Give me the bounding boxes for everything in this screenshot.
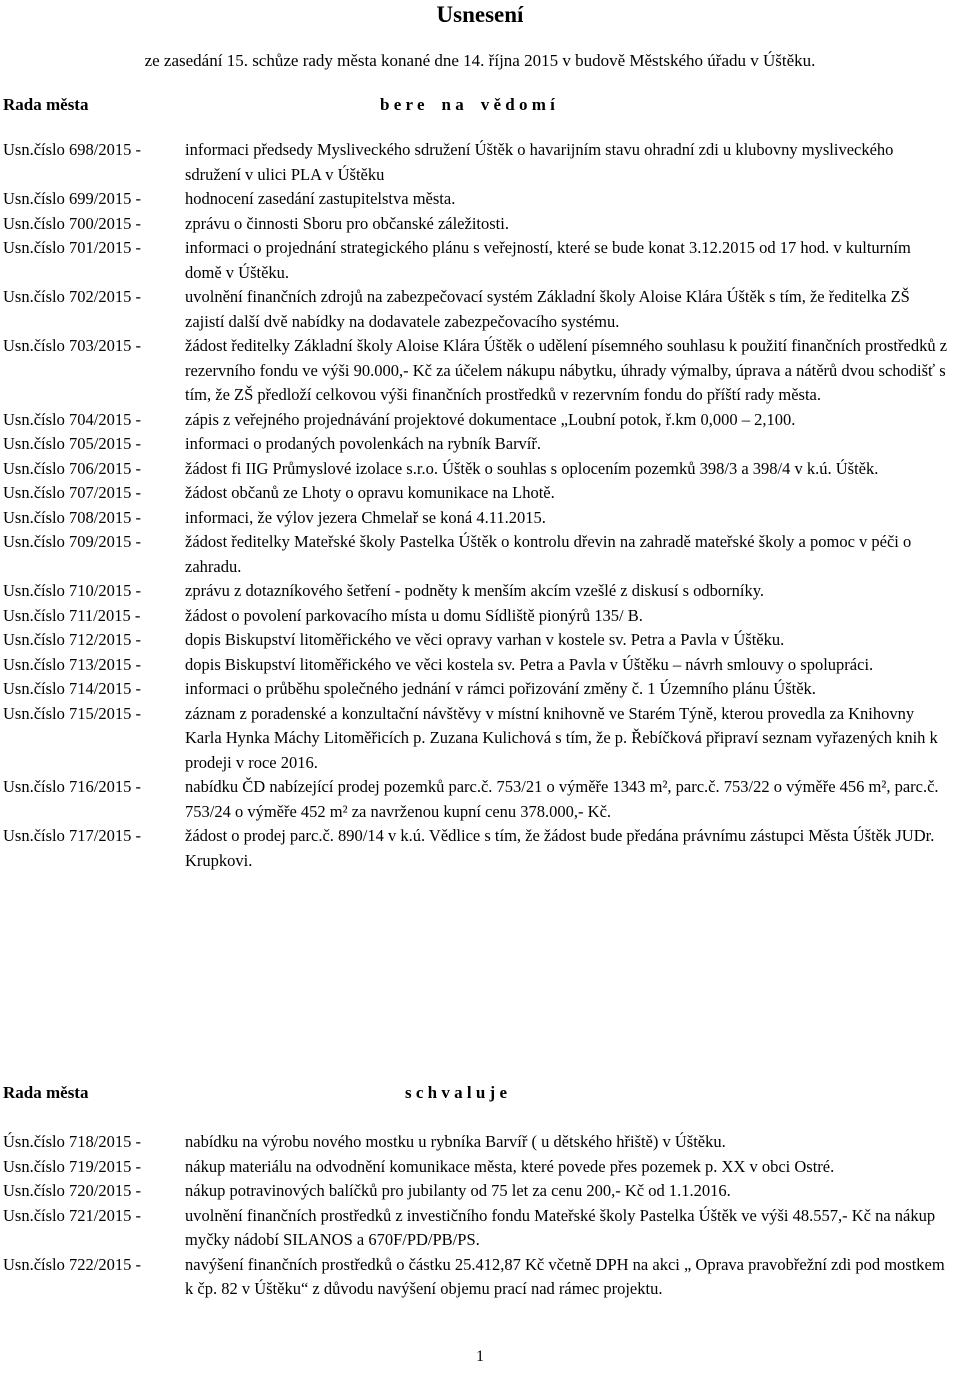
resolution-text: navýšení finančních prostředků o částku 25.412,87 Kč včetně DPH na akci „ Oprava pravobřežní zdi pod mostkem k čp. 82 v Úštěku“ z důvodu navýšení objemu prací nad rámec projektu.	[185, 1254, 945, 1298]
resolution-text: uvolnění finančních prostředků z investičního fondu Mateřské školy Pastelka Úštěk ve výši 48.557,- Kč na nákup myčky nádobí SILANOS a 670F/PD/PB/PS.	[185, 1205, 936, 1249]
resolution-item	[3, 334, 948, 408]
resolution-text: dopis Biskupství litoměřického ve věci opravy varhan v kostele sv. Petra a Pavla v Úštěku.	[185, 630, 785, 649]
approved-items-list	[3, 1130, 948, 1302]
resolution-text: nákup materiálu na odvodnění komunikace města, které povede přes pozemek p. XX v obci Ostré.	[185, 1156, 835, 1176]
resolution-item	[3, 212, 948, 237]
resolution-number: Usn.číslo 708/2015 -	[3, 507, 141, 527]
resolution-text: dopis Biskupství litoměřického ve věci kostela sv. Petra a Pavla v Úštěku – návrh smlouvy o spolupráci.	[185, 654, 874, 674]
resolution-text: informaci, že výlov jezera Chmelař se koná 4.11.2015.	[185, 507, 546, 527]
resolution-number: Usn.číslo 715/2015 -	[3, 703, 141, 723]
resolution-text: žádost ředitelky Mateřské školy Pastelka Úštěk o kontrolu dřevin na zahradě mateřské školy a pomoc v péči o zahradu.	[185, 532, 912, 576]
resolution-item	[3, 677, 948, 702]
resolution-number: Usn.číslo 713/2015 -	[3, 654, 141, 674]
resolution-item	[3, 653, 948, 678]
resolution-number: Usn.číslo 703/2015 -	[3, 336, 141, 355]
resolution-item	[3, 1155, 948, 1180]
resolution-text: informaci o průběhu společného jednání v rámci pořizování změny č. 1 Územního plánu Úštěk.	[185, 679, 816, 698]
resolution-number: Usn.číslo 722/2015 -	[3, 1254, 141, 1274]
resolution-number: Usn.číslo 709/2015 -	[3, 532, 141, 551]
resolution-item	[3, 457, 948, 482]
page-number: 1	[476, 1348, 484, 1365]
resolution-item	[3, 824, 948, 873]
document-title: Usnesení	[436, 2, 524, 27]
resolution-text: informaci o prodaných povolenkách na rybník Barvíř.	[185, 434, 542, 453]
resolution-text: žádost občanů ze Lhoty o opravu komunikace na Lhotě.	[185, 483, 555, 502]
resolution-number: Usn.číslo 706/2015 -	[3, 458, 141, 478]
resolution-number: Usn.číslo 699/2015 -	[3, 189, 141, 208]
resolution-item	[3, 530, 948, 579]
resolution-text: žádost fi IIG Průmyslové izolace s.r.o. Úštěk o souhlas s oplocením pozemků 398/3 a 398/4 v k.ú. Úštěk.	[185, 458, 879, 478]
resolution-number: Usn.číslo 712/2015 -	[3, 630, 141, 649]
resolution-item	[3, 506, 948, 531]
resolution-number: Usn.číslo 701/2015 -	[3, 238, 141, 257]
resolution-item	[3, 1130, 948, 1155]
resolution-number: Usn.číslo 702/2015 -	[3, 287, 141, 306]
resolution-item	[3, 1179, 948, 1204]
resolution-item	[3, 138, 948, 187]
resolution-number: Usn.číslo 716/2015 -	[3, 777, 141, 796]
resolution-number: Úsn.číslo 718/2015 -	[3, 1132, 141, 1151]
resolution-number: Usn.číslo 721/2015 -	[3, 1205, 141, 1225]
resolution-text: nákup potravinových balíčků pro jubilanty od 75 let za cenu 200,- Kč od 1.1.2016.	[185, 1181, 731, 1200]
resolution-text: nabídku ČD nabízející prodej pozemků parc.č. 753/21 o výměře 1343 m², parc.č. 753/22 o výměře 456 m², parc.č. 753/24 o výměře 452 m² za navrženou kupní cenu 378.000,- Kč.	[185, 777, 939, 821]
resolution-item	[3, 775, 948, 824]
resolution-text: informaci předsedy Mysliveckého sdružení Úštěk o havarijním stavu ohradní zdi u klubovny mysliveckého sdružení v ulici PLA v Úštěku	[185, 140, 894, 184]
resolution-number: Usn.číslo 704/2015 -	[3, 409, 141, 429]
resolution-number: Usn.číslo 711/2015 -	[3, 605, 141, 625]
resolution-number: Usn.číslo 714/2015 -	[3, 679, 141, 698]
resolution-text: hodnocení zasedání zastupitelstva města.	[185, 189, 456, 208]
resolution-item	[3, 187, 948, 212]
resolution-number: Usn.číslo 707/2015 -	[3, 483, 141, 502]
resolution-item	[3, 236, 948, 285]
resolution-number: Usn.číslo 705/2015 -	[3, 434, 141, 453]
resolution-number: Usn.číslo 710/2015 -	[3, 581, 141, 600]
resolution-item	[3, 285, 948, 334]
resolution-text: žádost ředitelky Základní školy Aloise Klára Úštěk o udělení písemného souhlasu k použití finančních prostředků z rezervního fondu ve výši 90.000,- Kč za účelem nákupu nábytku, úhrady výmalby, úprava a nátěrů dvou schodišť s tím, že ZŠ předloží celkovou výši finančních prostředků v rezervním fondu do příští rady města.	[185, 336, 948, 404]
resolution-item	[3, 1204, 948, 1253]
resolution-item	[3, 628, 948, 653]
resolution-item	[3, 702, 948, 776]
resolution-text: nabídku na výrobu nového mostku u rybníka Barvíř ( u dětského hřiště) v Úštěku.	[185, 1132, 726, 1151]
resolution-number: Usn.číslo 700/2015 -	[3, 213, 141, 233]
resolution-number: Usn.číslo 719/2015 -	[3, 1156, 141, 1176]
resolution-number: Usn.číslo 717/2015 -	[3, 826, 141, 845]
noted-items-list	[3, 138, 948, 873]
resolution-item	[3, 481, 948, 506]
section-verb: b e r e n a v ě d o m í	[380, 95, 555, 114]
section-verb: s c h v a l u j e	[405, 1083, 507, 1102]
resolution-number: Usn.číslo 698/2015 -	[3, 140, 141, 159]
section-label: Rada města	[3, 1083, 89, 1102]
document-subtitle: ze zasedání 15. schůze rady města konané dne 14. října 2015 v budově Městského úřadu v Úštěku.	[144, 51, 816, 70]
resolution-text: zprávu o činnosti Sboru pro občanské záležitosti.	[185, 213, 509, 233]
resolution-item	[3, 432, 948, 457]
resolution-text: záznam z poradenské a konzultační návštěvy v místní knihovně ve Starém Týně, kterou provedla za Knihovny Karla Hynka Máchy Litoměřicích p. Zuzana Kulichová s tím, že p. Řebíčková připraví seznam vyřazených knih k prodeji v roce 2016.	[185, 703, 938, 772]
resolution-text: zprávu z dotazníkového šetření - podněty k menším akcím vzešlé z diskusí s odborníky.	[185, 581, 765, 600]
resolution-text: žádost o prodej parc.č. 890/14 v k.ú. Vědlice s tím, že žádost bude předána právnímu zástupci Města Úštěk JUDr. Krupkovi.	[185, 826, 935, 870]
resolution-item	[3, 408, 948, 433]
resolution-text: uvolnění finančních zdrojů na zabezpečovací systém Základní školy Aloise Klára Úštěk s tím, že ředitelka ZŠ zajistí další dvě nabídky na dodavatele zabezpečovacího systému.	[185, 287, 910, 331]
resolution-item	[3, 604, 948, 629]
resolution-item	[3, 579, 948, 604]
resolution-text: žádost o povolení parkovacího místa u domu Sídliště pionýrů 135/ B.	[185, 605, 643, 625]
resolution-text: zápis z veřejného projednávání projektové dokumentace „Loubní potok, ř.km 0,000 – 2,100.	[185, 409, 796, 429]
section-label: Rada města	[3, 95, 89, 114]
resolution-number: Usn.číslo 720/2015 -	[3, 1181, 141, 1200]
resolution-text: informaci o projednání strategického plánu s veřejností, které se bude konat 3.12.2015 od 17 hod. v kulturním domě v Úštěku.	[185, 238, 911, 282]
resolution-item	[3, 1253, 948, 1302]
